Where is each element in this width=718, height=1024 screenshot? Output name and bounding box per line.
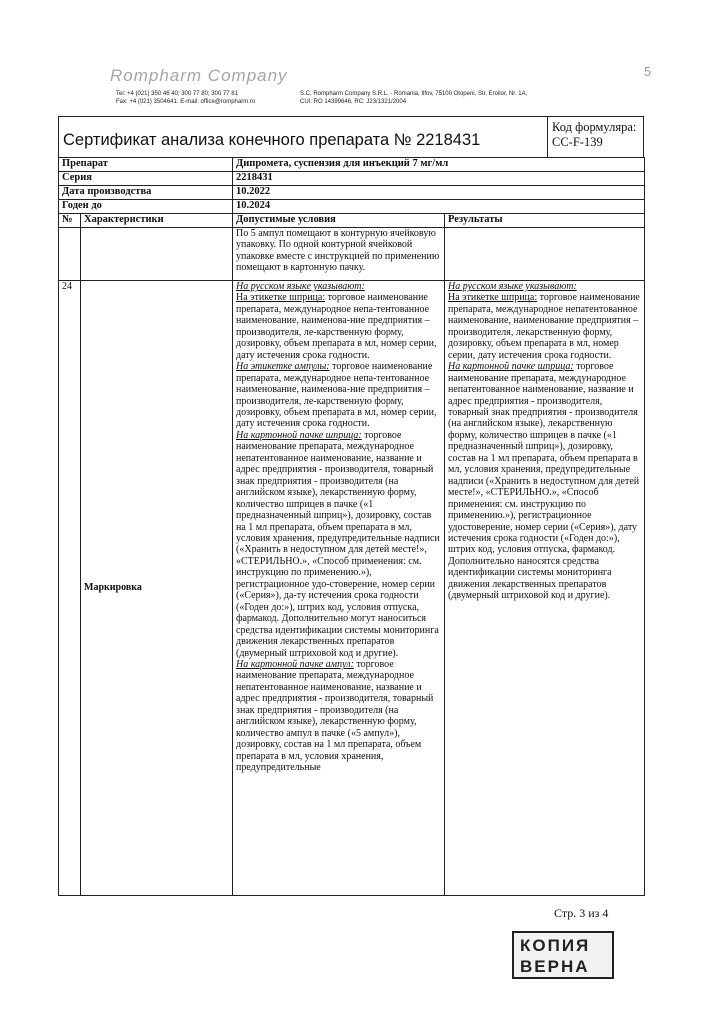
company-line-2: CUI: RO 14399646, RC: J23/1321/2004 — [300, 99, 407, 105]
corner-mark: 5 — [644, 64, 652, 79]
row-characteristic: Маркировка — [81, 281, 233, 896]
letterhead-company — [300, 90, 527, 106]
marking-results — [445, 281, 645, 896]
limits-ampoule-box-text: торговое наименование препарата, международное непатентованное наименование, название и адрес предприятия - производителя, товарный знак предприятия - производителя (на английском языке), лекарственную форму, количество ампул в пачке («5 ампул»), дозировку, состав на 1 мл препарата, объем препарата в мл, условия хранения, предупредительные — [236, 658, 434, 774]
limits-syringe-label-head: На этикетке шприца: — [236, 292, 326, 304]
limits-syringe-box-text: торговое наименование препарата, международное непатентованное наименование, название и адрес предприятия - производителя, товарный знак предприятия - производителя (на английском языке), лекарственную форму, количество шприцев в пачке («1 предназначенный шприц»), дозировку, состав на 1 мл препарата, объем препарата в мл, условия хранения, предупредительные надписи («Хранить в недоступном для детей месте!», «СТЕРИЛЬНО.», «Способ применения: см. инструкцию по применению.»), регистрационное удо-стоверение, номер серии («Серия»), да-ту истечения срока годности («Годен до:»), штрих код, условия отпуска, фармакод. Дополнительно могут наноситься средства идентификации системы мониторинга движения лекарственных препаратов (двумерный штриховой код и другие). — [236, 429, 440, 659]
limits-ampoule-label-head: На этикетке ампулы: — [236, 361, 330, 373]
row-number: 24 — [59, 281, 81, 896]
marking-limits — [233, 281, 445, 896]
limits-intro: На русском языке указывают: — [236, 281, 365, 292]
certificate-title-bar — [58, 116, 644, 158]
field-value: 2218431 — [233, 172, 645, 186]
limits-ampoule-box-head: На картонной пачке ампул: — [236, 658, 354, 670]
results-syringe-label-text: торговое наименование препарата, международное непатентованное наименование, наименование предприятия – производителя, лекарственную форму, дозировку, объем препарата в мл, номер серии, дату истечения срока годности. — [448, 292, 640, 361]
field-label: Дата производства — [59, 186, 233, 200]
field-value: 10.2022 — [233, 186, 645, 200]
field-label: Препарат — [59, 158, 233, 172]
company-logo: Rompharm Company — [110, 66, 288, 85]
column-header-results: Результаты — [445, 214, 645, 228]
letterhead-contacts — [116, 90, 255, 106]
copy-certified-stamp — [512, 931, 614, 979]
certificate-title: Сертификат анализа конечного препарата № 2218431 — [63, 131, 481, 149]
field-label: Годен до — [59, 200, 233, 214]
field-value: 10.2024 — [233, 200, 645, 214]
field-value: Дипромета, суспензия для инъекций 7 мг/мл — [233, 158, 645, 172]
formulary-code-box — [547, 117, 645, 157]
column-header-num: № — [59, 214, 81, 228]
field-row — [59, 200, 645, 214]
page-number: Стр. 3 из 4 — [554, 906, 609, 920]
results-syringe-label-head: На этикетке шприца: — [448, 292, 538, 304]
results-syringe-box-text: торговое наименование препарата, международное непатентованное наименование, название и адрес предприятия - производителя, товарный знак предприятия - производителя (на английском языке), лекарственную форму, количество шприцев в пачке («1 предназначенный шприц»), дозировку, состав на 1 мл препарата, объем препарата в мл, условия хранения, предупредительные надписи («Хранить в недоступном для детей месте!», «СТЕРИЛЬНО.», «Способ применения: см. инструкцию по применению.»), регистрационное удостоверение, номер серии («Серия»), дату истечения срока годности («Годен до:»), штрих код, условия отпуска, фармакод. Дополнительно наносятся средства идентификации системы мониторинга движения лекарственных препаратов (двумерный штриховой код и другие). — [448, 361, 640, 602]
marking-row — [59, 281, 645, 896]
contact-line-2: Fax: +4 (021) 3504641. E-mail: office@rompharm.ro — [116, 99, 256, 105]
continuation-limits: По 5 ампул помещают в контурную ячейковую упаковку. По одной контурной ячейковой упаковке вместе с инструкцией по применению помещают в картонную пачку. — [233, 228, 445, 281]
stamp-line-1: КОПИЯ — [520, 936, 591, 955]
letterhead — [60, 60, 660, 110]
contact-line-1: Tel: +4 (021) 350 46 40; 300 77 80; 300 77 81 — [116, 91, 238, 97]
column-header-limits: Допустимые условия — [233, 214, 445, 228]
field-label: Серия — [59, 172, 233, 186]
field-row — [59, 172, 645, 186]
results-intro: На русском языке указывают: — [448, 281, 577, 292]
certificate-table — [58, 157, 645, 896]
continuation-row — [59, 228, 645, 281]
column-header-characteristic: Характеристики — [81, 214, 233, 228]
limits-syringe-label-text: торговое наименование препарата, международное непа-тентованное наименование, наименова-ние предприятия – производителя, ле-карственную форму, дозировку, объем препарата в мл, номер серии, дату истечения срока годности. — [236, 292, 437, 361]
stamp-line-2: ВЕРНА — [520, 957, 590, 976]
column-header-row — [59, 214, 645, 228]
field-row — [59, 186, 645, 200]
field-row — [59, 158, 645, 172]
formulary-code-label: Код формуляра: — [552, 120, 637, 134]
limits-ampoule-label-text: торговое наименование препарата, международное непа-тентованное наименование, наименова-ние предприятия – производителя, ле-карственную форму, дозировку, объем препарата в мл, номер серии, дату истечения срока годности. — [236, 361, 437, 430]
results-syringe-box-head: На картонной пачке шприца: — [448, 361, 574, 373]
limits-syringe-box-head: На картонной пачке шприца: — [236, 429, 362, 441]
company-line-1: S.C. Rompharm Company S.R.L. - Romania, Ilfov, 75100 Otopeni, Str. Eroilor, Nr. 1A, — [300, 91, 528, 97]
formulary-code-value: CC-F-139 — [552, 135, 603, 149]
